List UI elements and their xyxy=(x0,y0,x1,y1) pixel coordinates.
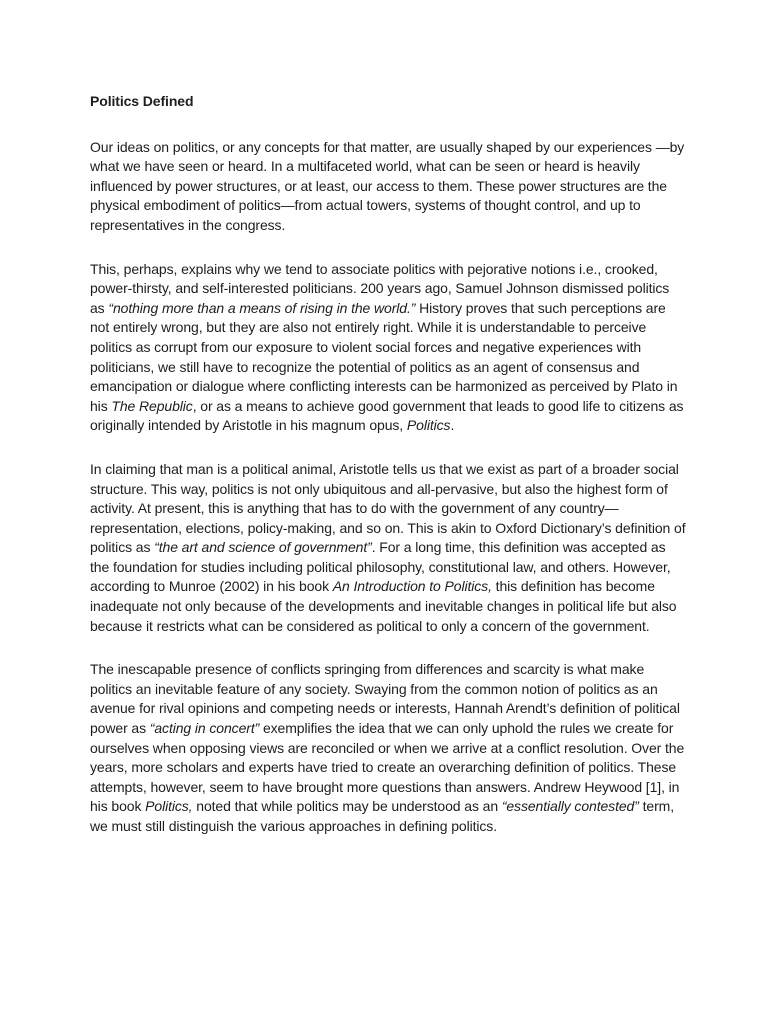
paragraph xyxy=(90,660,686,836)
body-text: The inescapable presence of conflicts springing from differences and scarcity is what make politics an inevitable feature of any society. Swaying from the common notion of politics as an avenue for rival opinions and competing needs or interests, Hannah Arendt’s definition of political power as xyxy=(90,661,680,737)
italic-text: Politics xyxy=(406,417,451,434)
body-text: History proves that such perceptions are not entirely wrong, but they are also not entirely right. While it is understandable to perceive politics as corrupt from our exposure to violent social forces and negative experiences with politicians, we still have to recognize the potential of politics as an agent of consensus and emancipation or dialogue where conflicting interests can be harmonized as perceived by Plato in his xyxy=(90,299,678,414)
body-text: , or as a means to achieve good government that leads to good life to citizens as originally intended by Aristotle in his magnum opus, xyxy=(90,397,684,434)
document-title: Politics Defined xyxy=(90,93,194,109)
body-text: . For a long time, this definition was accepted as the foundation for studies including political philosophy, constitutional law, and others. However, according to Munroe (2002) in his book xyxy=(90,539,671,595)
paragraph xyxy=(90,260,686,436)
body-text: noted that while politics may be understood as an xyxy=(192,798,502,815)
body-text: term, we must still distinguish the various approaches in defining politics. xyxy=(90,798,674,834)
body-text: Our ideas on politics, or any concepts for that matter, are usually shaped by our experiences —by what we have seen or heard. In a multifaceted world, what can be seen or heard is heavily influenced by power structures, or at least, our access to them. These power structures are the physical embodiment of politics—from actual towers, systems of thought control, and up to representatives in the congress. xyxy=(90,138,685,233)
body-text: exemplifies the idea that we can only uphold the rules we create for ourselves when opposing views are reconciled or when we arrive at a conflict resolution. Over the years, more scholars and experts have tried to create an overarching definition of politics. These attempts, however, seem to have brought more questions than answers. Andrew Heywood [1], in his book xyxy=(90,720,685,815)
body-text: This, perhaps, explains why we tend to associate politics with pejorative notions i.e., crooked, power-thirsty, and self-interested politicians. 200 years ago, Samuel Johnson dismissed politics as xyxy=(90,260,670,316)
italic-text: “the art and science of government” xyxy=(154,539,372,556)
document-page xyxy=(90,92,686,861)
body-text: this definition has become inadequate not only because of the developments and inevitable changes in political life but also because it restricts what can be considered as political to only a concern of the government. xyxy=(90,578,677,634)
paragraph xyxy=(90,460,686,636)
body-text: In claiming that man is a political animal, Aristotle tells us that we exist as part of a broader social structure. This way, politics is not only ubiquitous and all-pervasive, but also the highest form of activity. At present, this is anything that has to do with the government of any country—representation, elections, policy-making, and so on. This is akin to Oxford Dictionary’s definition of politics as xyxy=(90,460,686,556)
italic-text: Politics, xyxy=(145,798,193,815)
italic-text: “essentially contested” xyxy=(501,798,639,815)
paragraph xyxy=(90,138,686,236)
italic-text: An Introduction to Politics, xyxy=(332,578,492,595)
italic-text: “acting in concert” xyxy=(149,720,260,737)
italic-text: The Republic xyxy=(111,397,193,414)
italic-text: “nothing more than a means of rising in the world.” xyxy=(108,299,416,316)
body-text: . xyxy=(450,417,455,434)
